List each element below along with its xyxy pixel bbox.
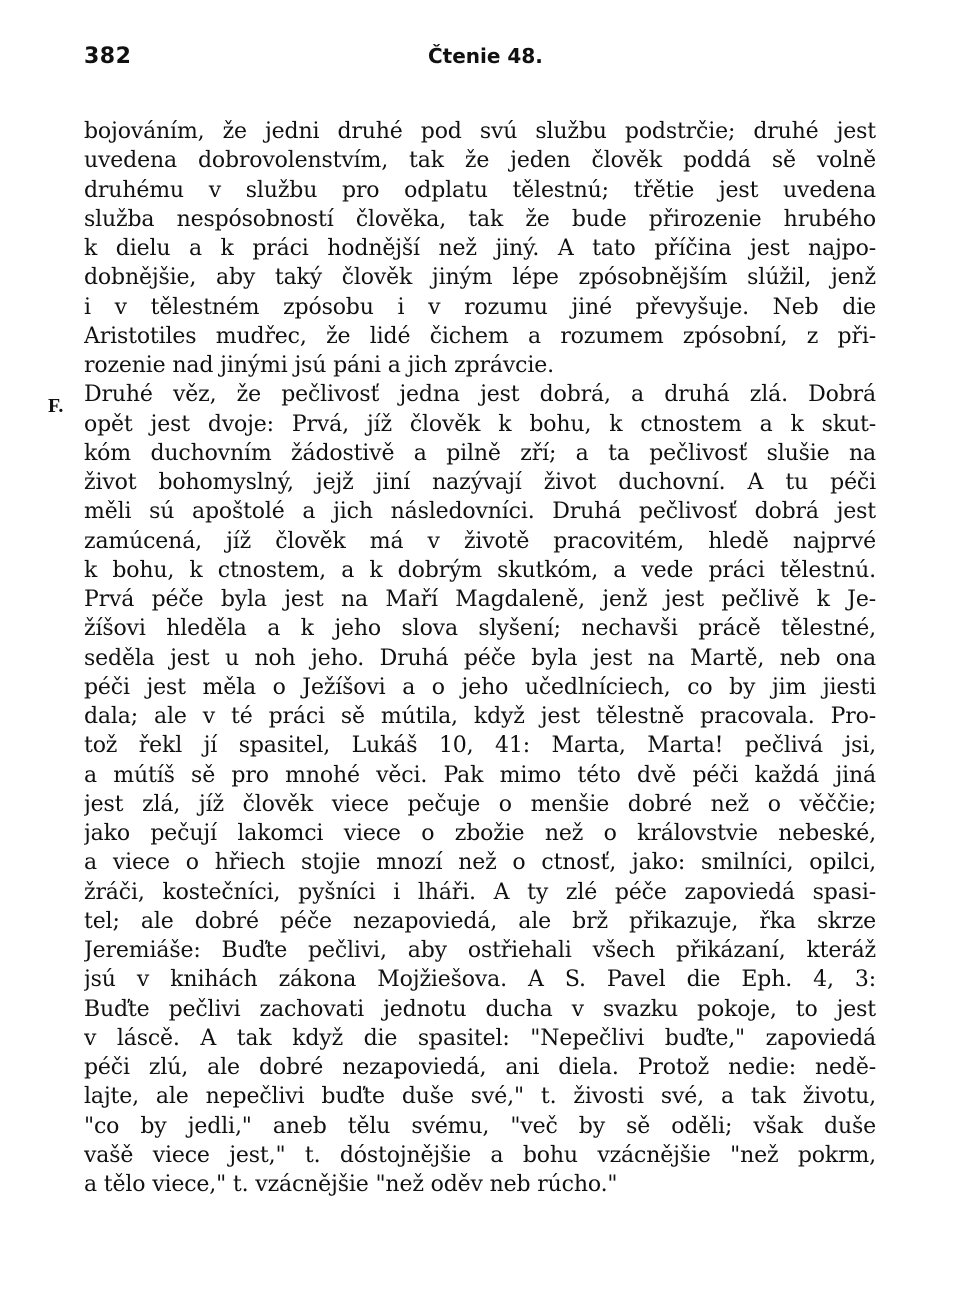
text-line: služba nespósobností člověka, tak že bude přirozenie hrubého — [84, 206, 876, 232]
text-line: druhému v službu pro odplatu tělestnú; třětie jest uvedena — [84, 177, 876, 203]
text-line: rozenie nad jinými jsú páni a jich zprávcie. — [84, 353, 554, 378]
text-line: péči zlú, ale dobré nezapoviedá, ani diela. Protož nedie: nedě- — [84, 1055, 876, 1080]
text-line: jsú v knihách zákona Mojžiešova. A S. Pavel die Eph. 4, 3: — [84, 967, 876, 993]
text-line: zamúcená, jíž člověk má v životě pracovitém, hledě najprvé — [84, 528, 876, 554]
text-line: a viece o hřiech stojie mnozí než o ctnosť, jako: smilníci, opilci, — [84, 850, 876, 876]
text-line: vašě viece jest," t. dóstojnějšie a bohu vzácnějšie "než pokrm, — [84, 1142, 876, 1168]
text-line: Jeremiáše: Buďte pečlivi, aby ostřiehali všech přikázaní, kteráž — [84, 938, 876, 963]
text-line: měli sú apoštolé a jich následovníci. Druhá pečlivosť dobrá jest — [84, 499, 876, 525]
text-line: dala; ale v té práci sě mútila, když jest tělestně pracovala. Pro- — [84, 704, 876, 729]
text-line: v láscě. A tak když die spasitel: "Nepečlivi buďte," zapoviedá — [84, 1025, 876, 1051]
text-line: uvedena dobrovolenstvím, tak že jeden člověk poddá sě volně — [84, 148, 876, 174]
text-line: a mútíš sě pro mnohé věci. Pak mimo této dvě péči každá jiná — [84, 762, 876, 788]
text-line: kóm duchovním žádostivě a pilně zří; a ta pečlivosť slušie na — [84, 440, 876, 466]
text-line: Buďte pečlivi zachovati jednotu ducha v svazku pokoje, to jest — [84, 996, 876, 1022]
text-line: "co by jedli," aneb tělu svému, "več by sě oděli; však duše — [84, 1113, 876, 1139]
text-line: žíšovi hleděla a k jeho slova slyšení; nechavši prácě tělestné, — [84, 616, 876, 642]
text-line: tož řekl jí spasitel, Lukáš 10, 41: Marta, Marta! pečlivá jsi, — [84, 733, 876, 759]
text-line: bojováním, že jedni druhé pod svú službu podstrčie; druhé jest — [84, 119, 876, 144]
text-line: a tělo viece," t. vzácnějšie "než oděv neb rúcho." — [84, 1172, 618, 1197]
text-line: lajte, ale nepečlivi buďte duše své," t. živosti své, a tak životu, — [84, 1084, 876, 1110]
text-line: k dielu a k práci hodnější než jiný. A tato příčina jest najpo- — [84, 236, 876, 261]
text-line: seděla jest u noh jeho. Druhá péče byla jest na Martě, neb ona — [84, 645, 876, 671]
text-line: opět jest dvoje: Prvá, jíž člověk k bohu, k ctnostem a k skut- — [84, 411, 876, 437]
text-line: k bohu, k ctnostem, a k dobrým skutkóm, a vede práci tělestnú. — [84, 557, 876, 583]
text-line: Aristotiles mudřec, že lidé čichem a rozumem zpósobní, z při- — [84, 323, 876, 349]
text-line: jest zlá, jíž člověk viece pečuje o menšie dobré než o věččie; — [84, 791, 876, 817]
body-text — [84, 117, 876, 1199]
running-title: Čtenie 48. — [428, 44, 543, 68]
margin-section-mark: F. — [48, 395, 64, 417]
text-line: Prvá péče byla jest na Maří Magdaleně, jenž jest pečlivě k Je- — [84, 587, 876, 612]
text-line: Druhé věz, že pečlivosť jedna jest dobrá, a druhá zlá. Dobrá — [84, 382, 876, 408]
text-line: jako pečují lakomci viece o zbožie než o královstvie nebeské, — [84, 821, 876, 846]
text-line: i v tělestném zpósobu i v rozumu jiné převyšuje. Neb die — [84, 294, 876, 320]
text-line: život bohomyslný, jejž jiní nazývají život duchovní. A tu péči — [84, 470, 876, 495]
text-line: péči jest měla o Ježíšovi a o jeho učedlníciech, co by jim jiesti — [84, 674, 876, 700]
text-line: dobnějšie, aby taký člověk jiným lépe zpósobnějším slúžil, jenž — [84, 265, 876, 291]
text-line: žráči, kostečníci, pyšníci i lháři. A ty zlé péče zapoviedá spasi- — [84, 879, 876, 905]
text-line: tel; ale dobré péče nezapoviedá, ale brž přikazuje, řka skrze — [84, 908, 876, 934]
page-number: 382 — [84, 44, 132, 69]
